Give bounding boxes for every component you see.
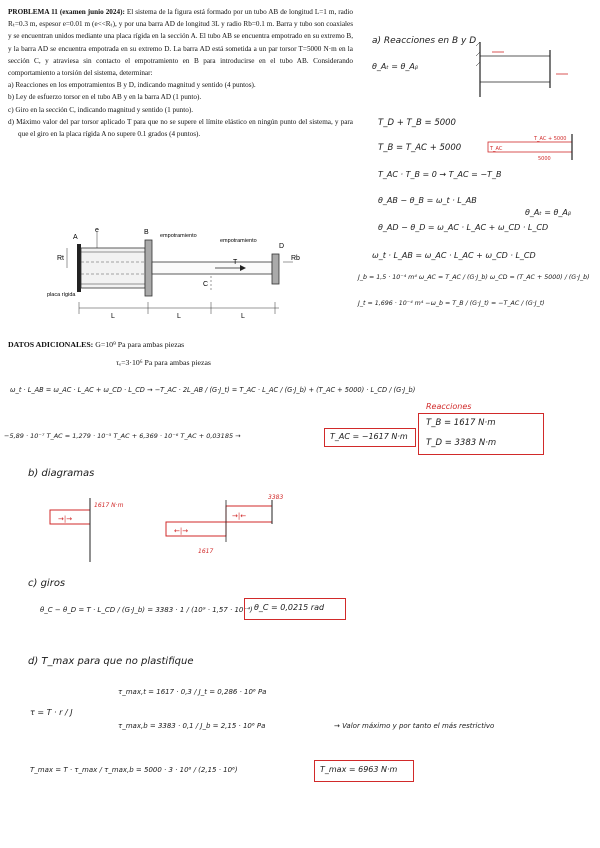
label-empotramiento-1: empotramiento <box>160 233 197 239</box>
datos-tau: τₑ=3·10⁶ Pa para ambas piezas <box>116 358 211 367</box>
tmax-eq: T_max = T · τ_max / τ_max,b = 5000 · 3 · 10⁶ / (2,15 · 10⁶) <box>30 766 238 774</box>
label-e: e <box>95 227 99 234</box>
torque-diagram <box>40 494 290 564</box>
label-empotramiento-2: empotramiento <box>220 238 257 244</box>
reacciones-title: Reacciones <box>426 402 472 411</box>
label-rb: Rb <box>291 255 300 262</box>
problem-body: El sistema de la figura está formado por un tubo AB de longitud L=1 m, radio Rₜ=0.3 m, espesor e=0.01 m (e<<Rₜ), y por una barra AD de longitud 3L y radio Rb=0.1 m. Barra y tubo son coaxiales y se encuentran unidos mediante una placa rígida en la sección A. El tubo AB se encuentra empotrado en su extremo B, y la barra AD se encuentra empotrada en su extremo D. La barra AD está sometida a un par torsor T=5000 N·m en la sección C, y atraviesa sin contacto el empotramiento en B para introducirse en el tubo AB. Considerando comportamiento a torsión del sistema, determinar: <box>8 8 353 78</box>
datos-title: DATOS ADICIONALES: <box>8 340 94 349</box>
c-result: θ_C = 0,0215 rad <box>254 603 325 612</box>
diag-3383: 3383 <box>268 494 284 501</box>
label-l3: L <box>241 313 245 320</box>
question-d: d) Máximo valor del par torsor aplicado T para que no se supere el límite elástico en ningún punto del sistema, y para que el giro en la placa rígida A no supere 0.1 grados (4 puntos). <box>8 117 353 139</box>
tac-mas-label: T_AC + 5000 <box>534 136 567 142</box>
c5000-label: 5000 <box>538 156 551 162</box>
td-result: T_D = 3383 N·m <box>426 438 497 448</box>
problem-text <box>8 6 353 79</box>
support-d <box>272 254 279 284</box>
question-b: b) Ley de esfuerzo torsor en el tubo AB y en la barra AD (1 punto). <box>8 93 202 102</box>
c-heading: c) giros <box>28 578 66 589</box>
rigid-plate <box>77 244 81 292</box>
svg-text:→|→: →|→ <box>58 515 73 523</box>
label-d: D <box>279 243 285 250</box>
tube-ab <box>81 248 145 288</box>
eq-compat: ω_t · L_AB = ω_AC · L_AC + ω_CD · L_CD <box>372 251 536 260</box>
d-heading: d) T_max para que no plastifique <box>28 656 194 667</box>
eq-num: −5,89 · 10⁻⁷ T_AC = 1,279 · 10⁻⁵ T_AC + 6,369 · 10⁻⁶ T_AC + 0,03185 → <box>4 432 241 440</box>
label-t: T <box>233 259 238 266</box>
label-l1: L <box>111 313 115 320</box>
tac-label: T_AC <box>490 146 503 152</box>
additional-data <box>8 336 211 372</box>
svg-text:←|→: ←|→ <box>174 527 189 535</box>
datos-g: G=10⁹ Pa para ambas piezas <box>95 340 185 349</box>
eq-sum: T_D + T_B = 5000 <box>378 118 456 128</box>
problem-title: PROBLEMA 11 (examen junio 2024): <box>8 8 125 16</box>
svg-text:→|←: →|← <box>232 512 247 520</box>
tau-note: → Valor máximo y por tanto el más restrictivo <box>334 722 495 730</box>
label-l2: L <box>177 313 181 320</box>
diag-1617: 1617 N·m <box>94 502 124 509</box>
tau-t: τ_max,t = 1617 · 0,3 / J_t = 0,286 · 10⁶ Pa <box>118 688 267 696</box>
eq-inertia1: J_b = 1,5 · 10⁻⁴ m⁴ ω_AC = T_AC / (G·J_b) ω_CD = (T_AC + 5000) / (G·J_b) <box>358 274 590 281</box>
tmax-result: T_max = 6963 N·m <box>320 765 398 774</box>
support-b <box>145 240 152 296</box>
label-c: C <box>203 281 209 288</box>
label-a: A <box>73 234 78 241</box>
eq-tac: T_AC · T_B = 0 → T_AC = −T_B <box>378 170 502 179</box>
label-placa: placa rígida <box>47 292 76 298</box>
theta-equality: θ_Aₜ = θ_Aᵦ <box>372 62 419 71</box>
label-b: B <box>144 229 149 236</box>
bar-ad <box>152 262 272 274</box>
eq-main: ω_t · L_AB = ω_AC · L_AC + ω_CD · L_CD → −T_AC · 2L_AB / (G·J_t) = T_AC · L_AC / (G·J_b) + (T_AC + 5000) · L_CD / (G·J_b) <box>10 386 416 394</box>
question-c: c) Giro en la sección C, indicando magnitud y sentido (1 punto). <box>8 105 194 114</box>
label-rt: Rt <box>57 255 64 262</box>
diag-1617b: 1617 <box>198 548 214 555</box>
brace-result: θ_Aₜ = θ_Aᵦ <box>525 208 572 217</box>
reaction-sketch <box>470 42 580 97</box>
tac-result: T_AC = −1617 N·m <box>330 432 408 441</box>
tb-sketch <box>486 132 586 162</box>
tau-b: τ_max,b = 3383 · 0,1 / J_b = 2,15 · 10⁶ Pa <box>118 722 266 730</box>
eq-inertia2: J_t = 1,696 · 10⁻⁴ m⁴ −ω_b = T_B / (G·J_t) = −T_AC / (G·J_t) <box>358 300 545 307</box>
problem-statement <box>8 6 353 140</box>
eq-ineq2: θ_AD − θ_D = ω_AC · L_AC + ω_CD · L_CD <box>378 223 549 232</box>
eq-tb: T_B = T_AC + 5000 <box>378 143 462 153</box>
question-a: a) Reacciones en los empotramientos B y D, indicando magnitud y sentido (4 puntos). <box>8 81 256 90</box>
c-eq: θ_C − θ_D = T · L_CD / (G·J_b) = 3383 · 1 / (10⁹ · 1,57 · 10⁻⁴) <box>40 606 253 614</box>
problem-figure <box>45 222 345 327</box>
heading-a: a) Reacciones en B y D <box>372 36 477 46</box>
tau-formula: τ = T · r / J <box>30 708 73 717</box>
eq-ineq1: θ_AB − θ_B = ω_t · L_AB <box>378 196 477 205</box>
tb-result: T_B = 1617 N·m <box>426 418 496 428</box>
b-heading: b) diagramas <box>28 468 95 479</box>
